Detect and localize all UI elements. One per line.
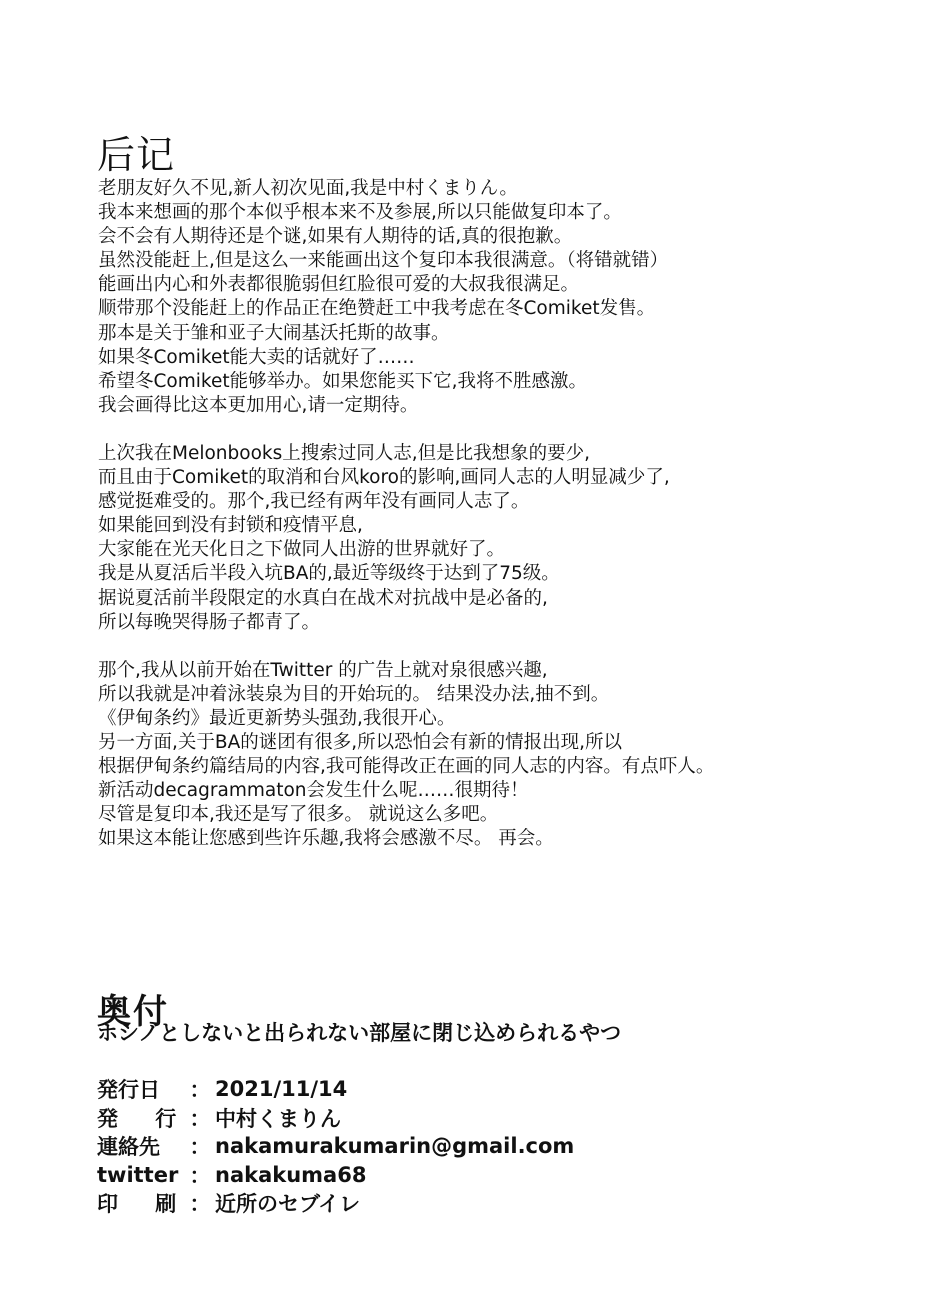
info-value: 中村くまりん xyxy=(215,1106,341,1131)
info-row-twitter xyxy=(97,1161,574,1190)
colophon-info-table xyxy=(97,1075,574,1218)
text-line: 如果能回到没有封锁和疫情平息, xyxy=(98,515,363,537)
info-row-publisher xyxy=(97,1104,574,1133)
text-line: 而且由于Comiket的取消和台风koro的影响,画同人志的人明显减少了, xyxy=(98,467,670,489)
afterword-title: 后记 xyxy=(97,133,176,178)
text-line: 顺带那个没能赶上的作品正在绝赞赶工中我考虑在冬Comiket发售。 xyxy=(98,298,656,320)
info-row-publish-date xyxy=(97,1075,574,1104)
info-colon: ： xyxy=(189,1135,211,1160)
afterword-paragraph-2 xyxy=(98,442,898,635)
text-line: 希望冬Comiket能够举办。如果您能买下它,我将不胜感激。 xyxy=(98,370,587,392)
text-line: 上次我在Melonbooks上搜索过同人志,但是比我想象的要少, xyxy=(98,442,591,464)
text-line: 老朋友好久不见,新人初次见面,我是中村くまりん。 xyxy=(98,178,518,199)
afterword-body xyxy=(98,177,898,875)
text-line: 我是从夏活后半段入坑BA的,最近等级终于达到了75级。 xyxy=(98,563,560,585)
text-line: 所以我就是冲着泳装泉为目的开始玩的。 结果没办法,抽不到。 xyxy=(98,683,610,705)
info-label: 印 刷 xyxy=(97,1192,177,1217)
text-line: 会不会有人期待还是个谜,如果有人期待的话,真的很抱歉。 xyxy=(98,226,573,248)
info-colon: ： xyxy=(189,1078,211,1103)
text-line: 另一方面,关于BA的谜团有很多,所以恐怕会有新的情报出现,所以 xyxy=(98,731,622,753)
book-title: ホシノとしないと出られない部屋に閉じ込められるやつ xyxy=(97,1021,622,1045)
info-colon: ： xyxy=(189,1192,211,1217)
text-line: 所以每晚哭得肠子都青了。 xyxy=(98,611,321,633)
email-address: nakamurakumarin@gmail.com xyxy=(215,1134,575,1159)
info-row-contact xyxy=(97,1132,574,1161)
info-label: twitter xyxy=(97,1162,179,1187)
text-line: 感觉挺难受的。那个,我已经有两年没有画同人志了。 xyxy=(98,491,530,513)
text-line: 虽然没能赶上,但是这么一来能画出这个复印本我很满意。（将错就错） xyxy=(98,250,669,272)
text-line: 《伊甸条约》最近更新势头强劲,我很开心。 xyxy=(98,707,456,729)
afterword-paragraph-1 xyxy=(98,177,898,418)
text-line: 大家能在光天化日之下做同人出游的世界就好了。 xyxy=(98,539,506,561)
info-label: 発行日 xyxy=(97,1078,160,1103)
text-line: 如果冬Comiket能大卖的话就好了…… xyxy=(98,346,415,368)
info-colon: ： xyxy=(189,1106,211,1131)
text-line: 我会画得比这本更加用心,请一定期待。 xyxy=(98,394,419,416)
info-row-printer xyxy=(97,1189,574,1218)
info-colon: ： xyxy=(189,1163,211,1188)
text-line: 据说夏活前半段限定的水真白在战术对抗战中是必备的, xyxy=(98,587,548,609)
afterword-paragraph-3 xyxy=(98,659,898,852)
text-line: 那个,我从以前开始在Twitter 的广告上就对泉很感兴趣, xyxy=(98,659,548,681)
text-line: 我本来想画的那个本似乎根本来不及参展,所以只能做复印本了。 xyxy=(98,202,622,224)
text-line: 尽管是复印本,我还是写了很多。 就说这么多吧。 xyxy=(98,804,499,826)
text-line: 能画出内心和外表都很脆弱但红脸很可爱的大叔我很满足。 xyxy=(98,274,580,296)
info-value: 2021/11/14 xyxy=(215,1077,348,1102)
text-line: 新活动decagrammaton会发生什么呢……很期待！ xyxy=(98,780,529,802)
colophon-title: 奥付 xyxy=(97,992,169,1033)
text-line: 那本是关于雏和亚子大闹基沃托斯的故事。 xyxy=(98,322,450,344)
text-line: 根据伊甸条约篇结局的内容,我可能得改正在画的同人志的内容。有点吓人。 xyxy=(98,756,715,778)
info-label: 発 行 xyxy=(97,1106,177,1131)
info-value: 近所のセブイレ xyxy=(215,1192,361,1217)
info-label: 連絡先 xyxy=(97,1135,160,1160)
twitter-handle: nakakuma68 xyxy=(215,1162,367,1187)
text-line: 如果这本能让您感到些许乐趣,我将会感激不尽。 再会。 xyxy=(98,828,554,850)
